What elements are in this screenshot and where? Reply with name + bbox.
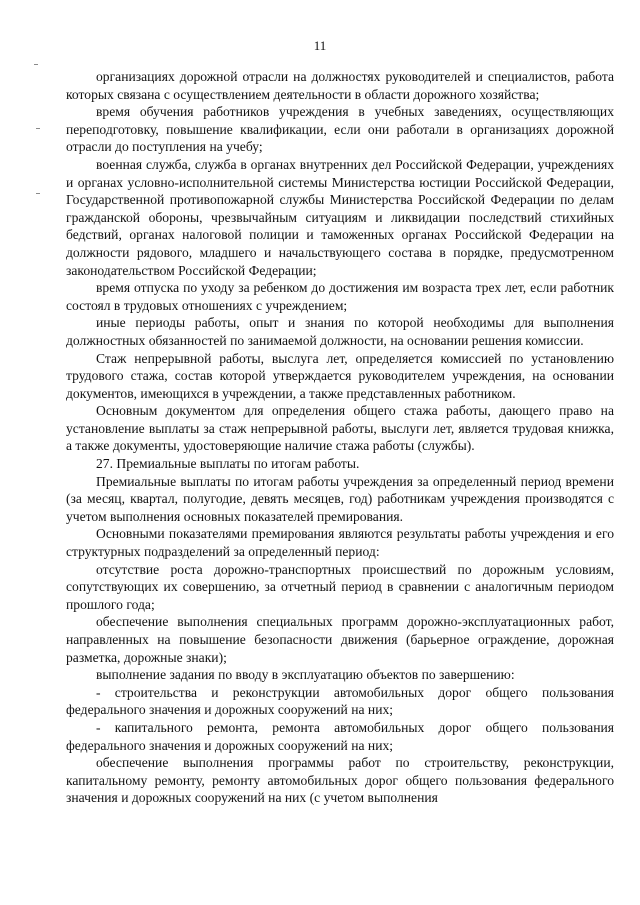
list-item: - строительства и реконструкции автомобильных дорог общего пользования федерального значения и дорожных сооружений на них; bbox=[66, 684, 614, 718]
list-item: - капитального ремонта, ремонта автомобильных дорог общего пользования федерального значения и дорожных сооружений на них; bbox=[66, 719, 614, 753]
margin-mark bbox=[34, 64, 38, 65]
document-body bbox=[66, 68, 614, 807]
paragraph: отсутствие роста дорожно-транспортных происшествий по дорожным условиям, сопутствующих их совершению, за отчетный период в сравнении с аналогичным периодом прошлого года; bbox=[66, 561, 614, 612]
paragraph: Премиальные выплаты по итогам работы учреждения за определенный период времени (за месяц, квартал, полугодие, девять месяцев, год) работникам учреждения производятся с учетом выполнения основных показателей премирования. bbox=[66, 473, 614, 524]
paragraph: военная служба, служба в органах внутренних дел Российской Федерации, учреждениях и органах условно-исполнительной системы Министерства юстиции Российской Федерации, Государственной противопожарной службы Министерства Российской Федерации по делам гражданской обороны, чрезвычайным ситуациям и ликвидации последствий стихийных бедствий, органах налоговой полиции и таможенных органах Российской Федерации на должности рядового, младшего и начальствующего состава в порядке, предусмотренном законодательством Российской Федерации; bbox=[66, 156, 614, 278]
paragraph: организациях дорожной отрасли на должностях руководителей и специалистов, работа которых связана с осуществлением деятельности в области дорожного хозяйства; bbox=[66, 69, 614, 102]
paragraph: обеспечение выполнения специальных программ дорожно-эксплуатационных работ, направленных на повышение безопасности движения (барьерное ограждение, дорожная разметка, дорожные знаки); bbox=[66, 614, 614, 665]
paragraph: выполнение задания по вводу в эксплуатацию объектов по завершению: bbox=[96, 667, 515, 683]
paragraph: время отпуска по уходу за ребенком до достижения им возраста трех лет, если работник состоял в трудовых отношениях с учреждением; bbox=[66, 280, 614, 313]
paragraph: Стаж непрерывной работы, выслуга лет, определяется комиссией по установлению трудового стажа, состав которой утверждается руководителем учреждения, на основании документов, имеющихся в учреждении, а также представленных работником. bbox=[66, 350, 614, 401]
page-number: 11 bbox=[313, 38, 327, 53]
paragraph: иные периоды работы, опыт и знания по которой необходимы для выполнения должностных обязанностей по занимаемой должности, на основании решения комиссии. bbox=[66, 315, 614, 348]
paragraph: время обучения работников учреждения в учебных заведениях, осуществляющих переподготовку, повышение квалификации, если они работали в организациях дорожной отрасли до поступления на учебу; bbox=[66, 104, 614, 155]
paragraph: Основным документом для определения общего стажа работы, дающего право на установление выплаты за стаж непрерывной работы, выслуги лет, является трудовая книжка, а также документы, удостоверяющие наличие стажа работы (службы). bbox=[66, 403, 614, 454]
margin-mark bbox=[36, 193, 40, 194]
section-heading: 27. Премиальные выплаты по итогам работы. bbox=[96, 456, 360, 472]
paragraph: обеспечение выполнения программы работ по строительству, реконструкции, капитальному ремонту, ремонту автомобильных дорог общего пользования федерального значения и дорожных сооружений на них (с учетом выполнения bbox=[66, 755, 614, 806]
paragraph: Основными показателями премирования являются результаты работы учреждения и его структурных подразделений за определенный период: bbox=[66, 526, 614, 560]
margin-mark bbox=[36, 128, 40, 129]
